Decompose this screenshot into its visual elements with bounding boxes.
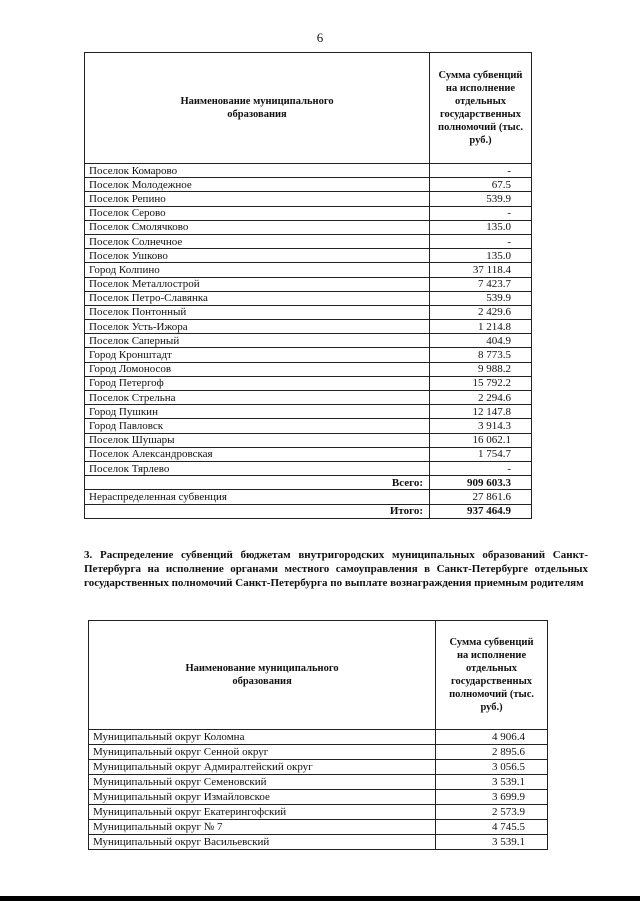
- table-header-row: [89, 621, 548, 730]
- municipality-name: Город Кронштадт: [85, 348, 430, 362]
- table-row: [85, 263, 532, 277]
- subsidy-amount: 15 792.2: [430, 376, 532, 390]
- page-number: 6: [316, 30, 324, 45]
- subsidy-amount: 7 423.7: [430, 277, 532, 291]
- table-row: [85, 305, 532, 319]
- section-3-heading: 3. Распределение субвенций бюджетам внутригородских муниципальных образований Санкт-Петербурга на исполнение органами местного самоуправления в Санкт-Петербурге отдельных государственных полномочий Санкт-Петербурга по выплате вознаграждения приемным родителям: [84, 549, 588, 589]
- subsidy-amount: 3 539.1: [436, 835, 548, 850]
- subsidy-amount: 9 988.2: [430, 362, 532, 376]
- subsidy-amount: 2 895.6: [436, 745, 548, 760]
- grand-total-value: 937 464.9: [430, 504, 532, 518]
- subsidy-amount: 8 773.5: [430, 348, 532, 362]
- subsidy-amount: 539.9: [430, 192, 532, 206]
- subsidy-amount: 16 062.1: [430, 433, 532, 447]
- municipality-name: Город Павловск: [85, 419, 430, 433]
- header-subsidy-amount: Сумма субвенций на исполнение отдельных государственных полномочий (тыс. руб.): [430, 53, 532, 164]
- unallocated-row: [85, 490, 532, 504]
- municipality-name: Поселок Репино: [85, 192, 430, 206]
- header-municipality-name: Наименование муниципального образования: [85, 53, 430, 164]
- table-row: [85, 447, 532, 461]
- table-row: [89, 790, 548, 805]
- subsidy-amount: 2 294.6: [430, 391, 532, 405]
- municipality-name: Город Ломоносов: [85, 362, 430, 376]
- municipality-name: Поселок Саперный: [85, 334, 430, 348]
- municipality-name: Муниципальный округ Сенной округ: [89, 745, 436, 760]
- table-row: [85, 249, 532, 263]
- municipality-name: Муниципальный округ Коломна: [89, 730, 436, 745]
- municipality-name: Муниципальный округ Семеновский: [89, 775, 436, 790]
- table-row: [85, 291, 532, 305]
- municipality-name: Поселок Смолячково: [85, 220, 430, 234]
- subsidy-amount: 3 699.9: [436, 790, 548, 805]
- municipality-name: Поселок Петро-Славянка: [85, 291, 430, 305]
- table-row: [89, 820, 548, 835]
- subsidy-amount: 3 914.3: [430, 419, 532, 433]
- municipality-name: Поселок Молодежное: [85, 178, 430, 192]
- table-header-row: [85, 53, 532, 164]
- municipality-name: Поселок Комарово: [85, 164, 430, 178]
- table-row: [85, 206, 532, 220]
- unallocated-value: 27 861.6: [430, 490, 532, 504]
- subsidy-amount: 1 214.8: [430, 320, 532, 334]
- grand-total-label: Итого:: [85, 504, 430, 518]
- subsidy-amount: 404.9: [430, 334, 532, 348]
- table-row: [85, 461, 532, 475]
- table-row: [85, 334, 532, 348]
- subsidy-amount: 135.0: [430, 220, 532, 234]
- table-row: [85, 277, 532, 291]
- total-label: Всего:: [85, 476, 430, 490]
- table-row: [89, 805, 548, 820]
- table-row: [89, 745, 548, 760]
- table-row: [85, 220, 532, 234]
- table-row: [85, 164, 532, 178]
- municipality-name: Муниципальный округ Измайловское: [89, 790, 436, 805]
- municipality-name: Поселок Ушково: [85, 249, 430, 263]
- municipality-name: Город Пушкин: [85, 405, 430, 419]
- subsidy-amount: 67.5: [430, 178, 532, 192]
- subsidy-table-districts: [88, 620, 548, 850]
- grand-total-row: [85, 504, 532, 518]
- subsidy-amount: 2 429.6: [430, 305, 532, 319]
- subsidy-amount: 3 056.5: [436, 760, 548, 775]
- subsidy-amount: -: [430, 234, 532, 248]
- table-row: [85, 405, 532, 419]
- municipality-name: Муниципальный округ № 7: [89, 820, 436, 835]
- table-row: [85, 192, 532, 206]
- subsidy-amount: -: [430, 206, 532, 220]
- total-row: [85, 476, 532, 490]
- table-row: [85, 362, 532, 376]
- table-row: [85, 234, 532, 248]
- unallocated-label: Нераспределенная субвенция: [85, 490, 430, 504]
- municipality-name: Поселок Усть-Ижора: [85, 320, 430, 334]
- total-value: 909 603.3: [430, 476, 532, 490]
- municipality-name: Поселок Солнечное: [85, 234, 430, 248]
- header-municipality-name: Наименование муниципального образования: [89, 621, 436, 730]
- subsidy-amount: 539.9: [430, 291, 532, 305]
- subsidy-amount: 2 573.9: [436, 805, 548, 820]
- municipality-name: Поселок Понтонный: [85, 305, 430, 319]
- subsidy-amount: 4 906.4: [436, 730, 548, 745]
- table-row: [85, 178, 532, 192]
- municipality-name: Поселок Шушары: [85, 433, 430, 447]
- municipality-name: Поселок Стрельна: [85, 391, 430, 405]
- subsidy-amount: 135.0: [430, 249, 532, 263]
- table-row: [85, 419, 532, 433]
- table-row: [85, 376, 532, 390]
- table-row: [85, 348, 532, 362]
- municipality-name: Поселок Тярлево: [85, 461, 430, 475]
- municipality-name: Муниципальный округ Екатерингофский: [89, 805, 436, 820]
- subsidy-amount: -: [430, 461, 532, 475]
- municipality-name: Муниципальный округ Васильевский: [89, 835, 436, 850]
- subsidy-amount: 3 539.1: [436, 775, 548, 790]
- subsidy-amount: 12 147.8: [430, 405, 532, 419]
- municipality-name: Поселок Металлострой: [85, 277, 430, 291]
- subsidy-table-settlements: [84, 52, 532, 519]
- table-row: [89, 775, 548, 790]
- subsidy-amount: -: [430, 164, 532, 178]
- municipality-name: Муниципальный округ Адмиралтейский округ: [89, 760, 436, 775]
- subsidy-amount: 37 118.4: [430, 263, 532, 277]
- bottom-border: [0, 896, 640, 901]
- table-row: [85, 433, 532, 447]
- table-row: [85, 391, 532, 405]
- table-row: [89, 730, 548, 745]
- municipality-name: Поселок Серово: [85, 206, 430, 220]
- table-row: [89, 760, 548, 775]
- subsidy-amount: 4 745.5: [436, 820, 548, 835]
- table-row: [85, 320, 532, 334]
- header-subsidy-amount: Сумма субвенций на исполнение отдельных государственных полномочий (тыс. руб.): [436, 621, 548, 730]
- municipality-name: Поселок Александровская: [85, 447, 430, 461]
- municipality-name: Город Колпино: [85, 263, 430, 277]
- municipality-name: Город Петергоф: [85, 376, 430, 390]
- subsidy-amount: 1 754.7: [430, 447, 532, 461]
- table-row: [89, 835, 548, 850]
